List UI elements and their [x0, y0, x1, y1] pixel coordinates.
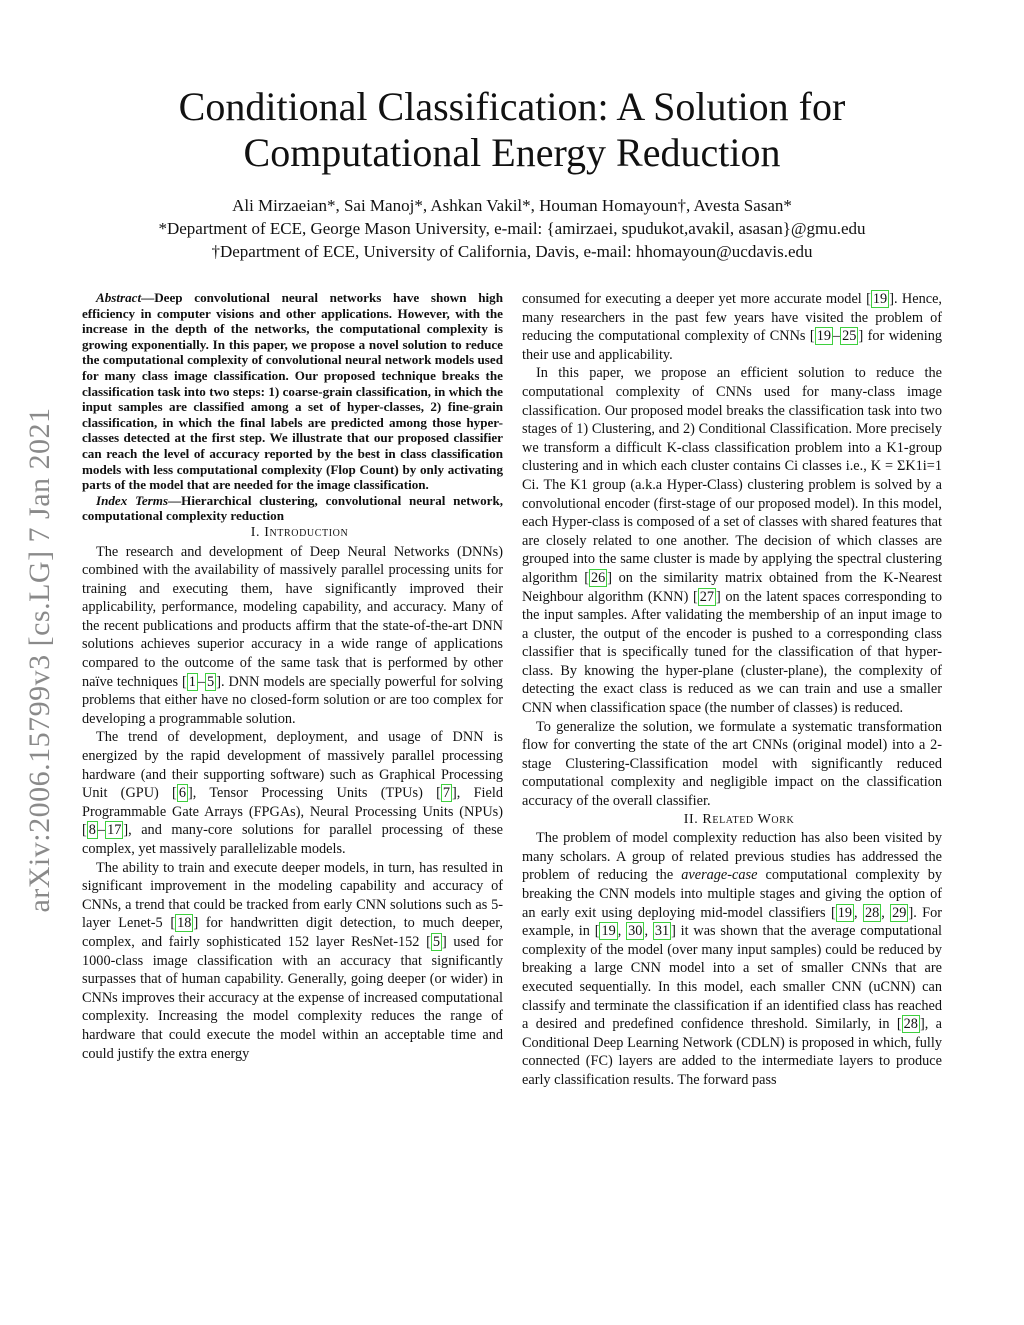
text-run: The ability to train and execute deeper models, in turn, has resulted in significant improvement in the modeling capability and accuracy of CNNs, a trend that could be tracked from early CNN solutions such as 5-layer Lenet-5 [	[82, 859, 503, 932]
text-run: –	[197, 673, 206, 690]
abstract-text: —Deep convolutional neural networks have shown high efficiency in computer visions and other applications. However, with the increase in the depth of the networks, the computational complexity is growing exponentially. In this paper, we propose a novel solution to reduce the computational complexity of convolutional neural network models used for many class image classification. Our proposed technique breaks the classification task into two steps: 1) coarse-grain classification, in which the input samples are classified among a set of hyper-classes, 2) fine-grain classification, in which the final labels are predicted among those hyper-classes detected at the first step. We illustrate that our proposed classifier can reach the level of accuracy reported by the best in class classification models with less computational complexity (Flop Count) by only activating parts of the model that are needed for the image classification.	[82, 290, 503, 493]
citation-link[interactable]: 17	[107, 822, 122, 839]
text-run: consumed for executing a deeper yet more accurate model [	[522, 291, 871, 307]
citation-link[interactable]: 5	[207, 673, 215, 690]
intro-paragraph-1	[82, 543, 503, 729]
related-work-paragraph-1	[522, 829, 942, 1089]
citation-link[interactable]: 19	[816, 328, 831, 345]
section-title: Introduction	[264, 524, 349, 540]
emphasis: average-case	[681, 867, 758, 884]
citation-link[interactable]: 29	[892, 904, 907, 921]
arxiv-identifier: arXiv:2006.15799v3 [cs.LG] 7 Jan 2021	[23, 407, 56, 913]
text-run: ]. DNN models are specially powerful for solving problems that either have no closed-form solution or are too complex for developing a programmable solution.	[82, 673, 503, 727]
index-terms	[82, 493, 503, 524]
citation-link[interactable]: 19	[601, 923, 616, 940]
section-number: II.	[683, 811, 703, 827]
citation-link[interactable]: 18	[177, 915, 192, 932]
text-run: ,	[617, 923, 627, 940]
text-run: ], Tensor Processing Units (TPUs) [	[187, 785, 441, 802]
text-run: ,	[854, 904, 863, 921]
text-run: In this paper, we propose an efficient solution to reduce the computational complexity of CNNs used for many-class image classification. Our proposed model breaks the classification task into two stages of 1) Clustering, and 2) Conditional Classification. More precisely we transform a difficult K-class classification problem into a K1-group clustering and in which each cluster contains Ci classes i.e., K = ΣK1i=1 Ci. The K1 group (a.k.a Hyper-Class) clustering problem is solved by a convolutional encoder (first-stage of our proposed model). In this model, each Hyper-class is composed of a set of classes with shared features that are closely related to one another. The decision of which classes are grouped into the same cluster is made by applying the spectral clustering algorithm [	[522, 365, 942, 586]
citation-link[interactable]: 6	[178, 785, 186, 802]
citation-link[interactable]: 5	[432, 933, 440, 950]
citation-link[interactable]: 8	[88, 822, 96, 839]
citation-link[interactable]: 19	[872, 291, 888, 307]
abstract	[82, 290, 503, 493]
citation-link[interactable]: 1	[188, 673, 196, 690]
text-run: –	[833, 328, 841, 345]
citation-link[interactable]: 26	[590, 569, 606, 586]
text-run: ] on the similarity matrix obtained from the K-Nearest Neighbour algorithm (KNN) [	[522, 569, 942, 605]
text-run: ]. For example, in [	[522, 904, 942, 940]
citation-link[interactable]: 25	[842, 328, 857, 345]
right-paragraph-3: To generalize the solution, we formulate a systematic transformation flow for converting the state of the art CNNs (original model) into a 2-stage Clustering-Classification model with significantly reduced computational complexity and negligible impact on the classification accuracy of the overall classifier.	[522, 718, 942, 810]
section-heading-related-work	[522, 811, 942, 830]
intro-paragraph-3	[82, 859, 503, 1064]
citation-link[interactable]: 19	[837, 904, 853, 921]
text-run: The trend of development, deployment, and usage of DNN is energized by the rapid development of massively parallel processing hardware (and their supporting software) such as Graphical Processing Unit (GPU) [	[82, 729, 503, 802]
abstract-lead: Abstract	[96, 290, 142, 305]
section-number: I.	[250, 524, 265, 540]
paper-title	[0, 84, 1024, 176]
citation-link[interactable]: 31	[654, 923, 670, 940]
left-column	[82, 290, 503, 1063]
text-run: ] for handwritten digit detection, to much deeper, complex, and fairly sophisticated 152 layer ResNet-152 [	[82, 915, 504, 950]
author-block	[0, 194, 1024, 263]
right-paragraph-2	[522, 364, 942, 717]
text-run: ]. Hence, many researchers in the past few years have visited the problem of reducing the computational complexity of CNNs [	[522, 291, 942, 345]
text-run: computational complexity by breaking the CNN models into multiple stages and giving the option of an early exit using deploying mid-model classifiers [	[522, 867, 942, 921]
right-column	[522, 290, 942, 1090]
affiliation-ucdavis: †Department of ECE, University of California, Davis, e-mail: hhomayoun@ucdavis.edu	[211, 242, 813, 261]
index-terms-lead: Index Terms	[96, 492, 169, 508]
citation-link[interactable]: 28	[903, 1016, 918, 1033]
text-run: ] used for 1000-class image classification with an accuracy that significantly surpasses that of human capability. Generally, going deeper (or wider) in CNNs improves their accuracy at the expense of increased computational complexity. Increasing the model complexity reduces the range of hardware that could execute the model within an acceptable time and could justify the extra energy	[82, 933, 503, 1062]
author-list: Ali Mirzaeian*, Sai Manoj*, Ashkan Vakil*, Houman Homayoun†, Avesta Sasan*	[232, 196, 792, 215]
text-run: ,	[881, 904, 891, 921]
affiliation-gmu: *Department of ECE, George Mason University, e-mail: {amirzaei, spudukot,avakil, asasan}@gmu.edu	[158, 219, 866, 238]
arxiv-sidebar	[0, 360, 80, 960]
text-run: ] on the latent spaces corresponding to the input samples. After validating the membership of an input image to a cluster, the output of the encoder is pushed to a corresponding class classifier that is specifically tuned for the classification of that hyper-class. By knowing the hyper-plane (cluster-plane), the complexity of detecting the exact class is reduced as we can train and use a smaller CNN when classification space (the number of classes) is reduced.	[522, 588, 942, 717]
text-run: ,	[644, 923, 653, 940]
section-title: Related Work	[702, 811, 795, 827]
text-run: ], a Conditional Deep Learning Network (CDLN) is proposed in which, fully connected (FC) layers are added to the intermediate layers to produce early classification results. The forward pass	[522, 1016, 942, 1088]
citation-link[interactable]: 28	[864, 904, 880, 921]
text-run: ] for widening their use and applicability.	[522, 328, 942, 363]
text-run: The problem of model complexity reduction has also been visited by many scholars. A group of related previous studies has addressed the problem of reducing the	[522, 830, 942, 884]
index-terms-text: —Hierarchical clustering, convolutional neural network, computational complexity reduction	[82, 492, 503, 524]
section-heading-introduction	[82, 524, 503, 543]
right-paragraph-1	[522, 290, 942, 364]
title-line-1: Conditional Classification: A Solution for	[178, 84, 846, 129]
text-run: ] it was shown that the average computational complexity of the model (over many input samples) could be reduced by breaking a large CNN model into a set of smaller CNNs that are executed sequentially. In this model, each smaller CNN (uCNN) can classify and terminate the classification if an identified class has reached a desired and predefined confidence threshold. Similarly, in [	[522, 923, 943, 1033]
intro-paragraph-2	[82, 728, 503, 858]
text-run: The research and development of Deep Neural Networks (DNNs) combined with the availability of massively parallel processing units for training and executing them, have significantly improved their applicability, performance, modeling capability, and accuracy. Many of the recent publications and products affirm that the state-of-the-art DNN solutions achieves superior accuracy in a wide range of applications compared to the outcome of the same task that is performed by other naïve techniques [	[82, 543, 503, 690]
text-run: –	[97, 822, 106, 839]
citation-link[interactable]: 7	[442, 785, 451, 802]
title-line-2: Computational Energy Reduction	[243, 130, 781, 175]
text-run: ], Field Programmable Gate Arrays (FPGAs), Neural Processing Units (NPUs) [	[82, 785, 504, 839]
text-run: ], and many-core solutions for parallel processing of these complex, yet massively parallelizable models.	[82, 822, 503, 857]
citation-link[interactable]: 27	[699, 588, 715, 605]
citation-link[interactable]: 30	[628, 923, 643, 940]
